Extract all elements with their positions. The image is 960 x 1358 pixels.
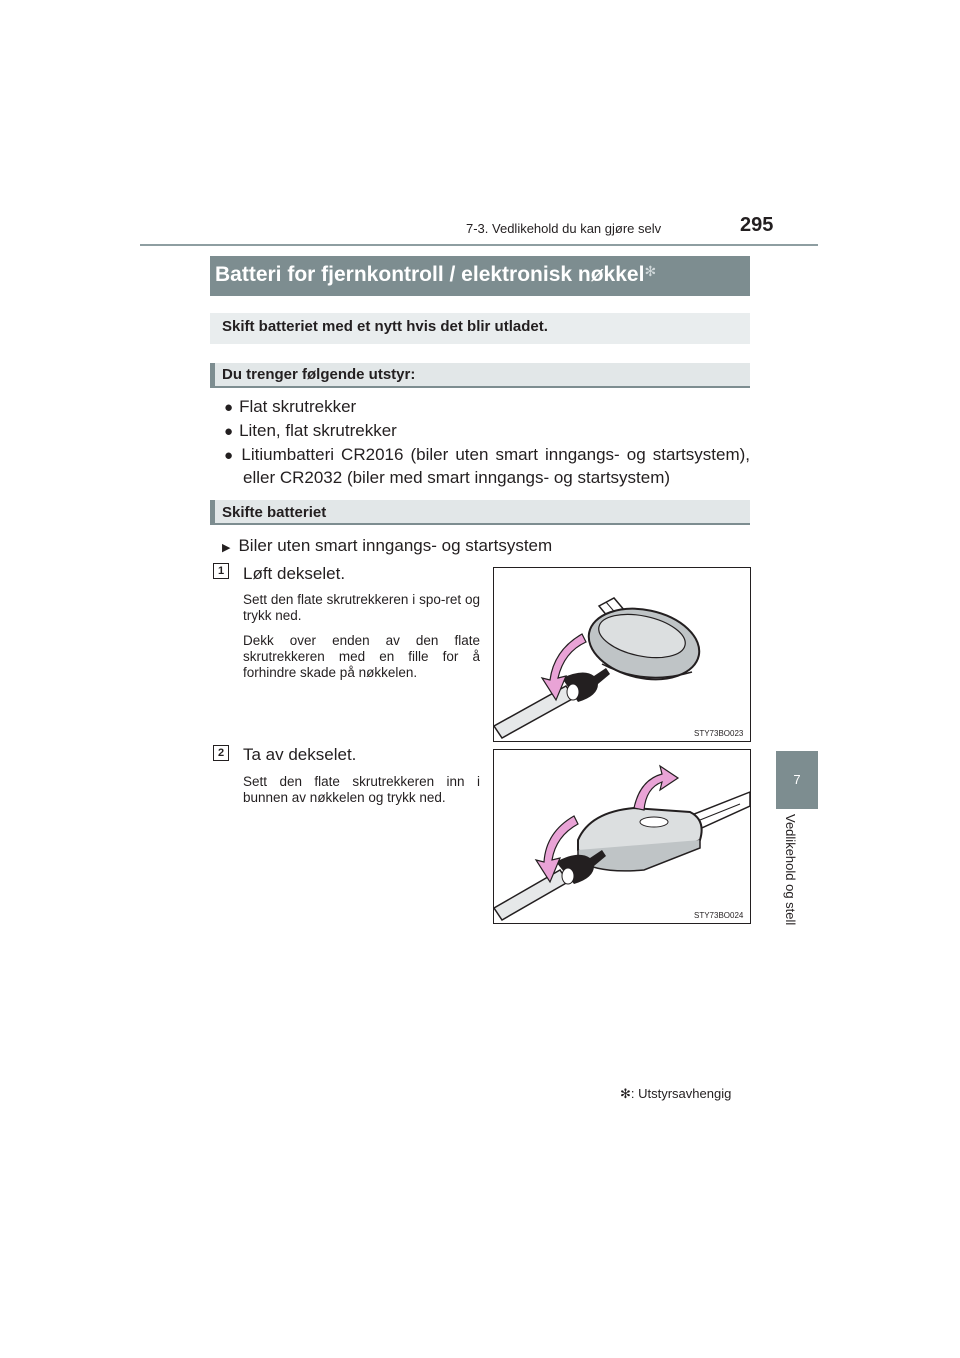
asterisk-mark: ✻ — [644, 263, 657, 279]
bullet-icon: ● — [224, 447, 236, 464]
chapter-number: 7 — [793, 772, 801, 787]
variant-line: ▶ Biler uten smart inngangs- og startsystem — [222, 536, 553, 555]
step-title-1: Løft dekselet. — [243, 564, 346, 583]
equipment-item-continuation: eller CR2032 (biler med smart inngangs- og startsystem) — [243, 468, 671, 487]
intro-text: Skift batteriet med et nytt hvis det blir utladet. — [222, 318, 548, 335]
step-desc-2: Sett den flate skrutrekkeren inn i bunnen av nøkkelen og trykk ned. — [243, 774, 480, 805]
step-desc-1b: Dekk over enden av den flate skrutrekkeren med en fille for å forhindre skade på nøkkelen. — [243, 633, 480, 680]
step-number-1: 1 — [213, 563, 229, 579]
replace-heading: Skifte batteriet — [222, 504, 327, 521]
equipment-item: ● Litiumbatteri CR2016 (biler uten smart inngangs- og startsystem), — [224, 445, 751, 464]
equipment-item: ● Liten, flat skrutrekker — [224, 421, 397, 440]
bullet-icon: ● — [224, 399, 234, 416]
title-text: Batteri for fjernkontroll / elektronisk nøkkel — [215, 263, 645, 286]
step-desc-1a: Sett den flate skrutrekkeren i spo-ret og trykk ned. — [243, 592, 480, 623]
page-title — [215, 263, 656, 287]
step-title-2: Ta av dekselet. — [243, 745, 357, 764]
section-title: 7-3. Vedlikehold du kan gjøre selv — [466, 221, 662, 236]
key-cover-remove-illustration — [493, 749, 751, 924]
image-code: STY73BO023 — [694, 729, 744, 738]
equipment-item: ● Flat skrutrekker — [224, 397, 357, 416]
key-cover-lift-illustration — [493, 567, 751, 742]
bullet-icon: ● — [224, 423, 234, 440]
step-number-2: 2 — [213, 745, 229, 761]
triangle-right-icon: ▶ — [222, 542, 231, 554]
chapter-title: Vedlikehold og stell — [783, 814, 798, 926]
equipment-heading: Du trenger følgende utstyr: — [222, 366, 416, 383]
footnote: ✻: Utstyrsavhengig — [620, 1086, 732, 1101]
page-number: 295 — [740, 214, 774, 236]
header-rule — [140, 244, 818, 246]
image-code: STY73BO024 — [694, 911, 744, 920]
